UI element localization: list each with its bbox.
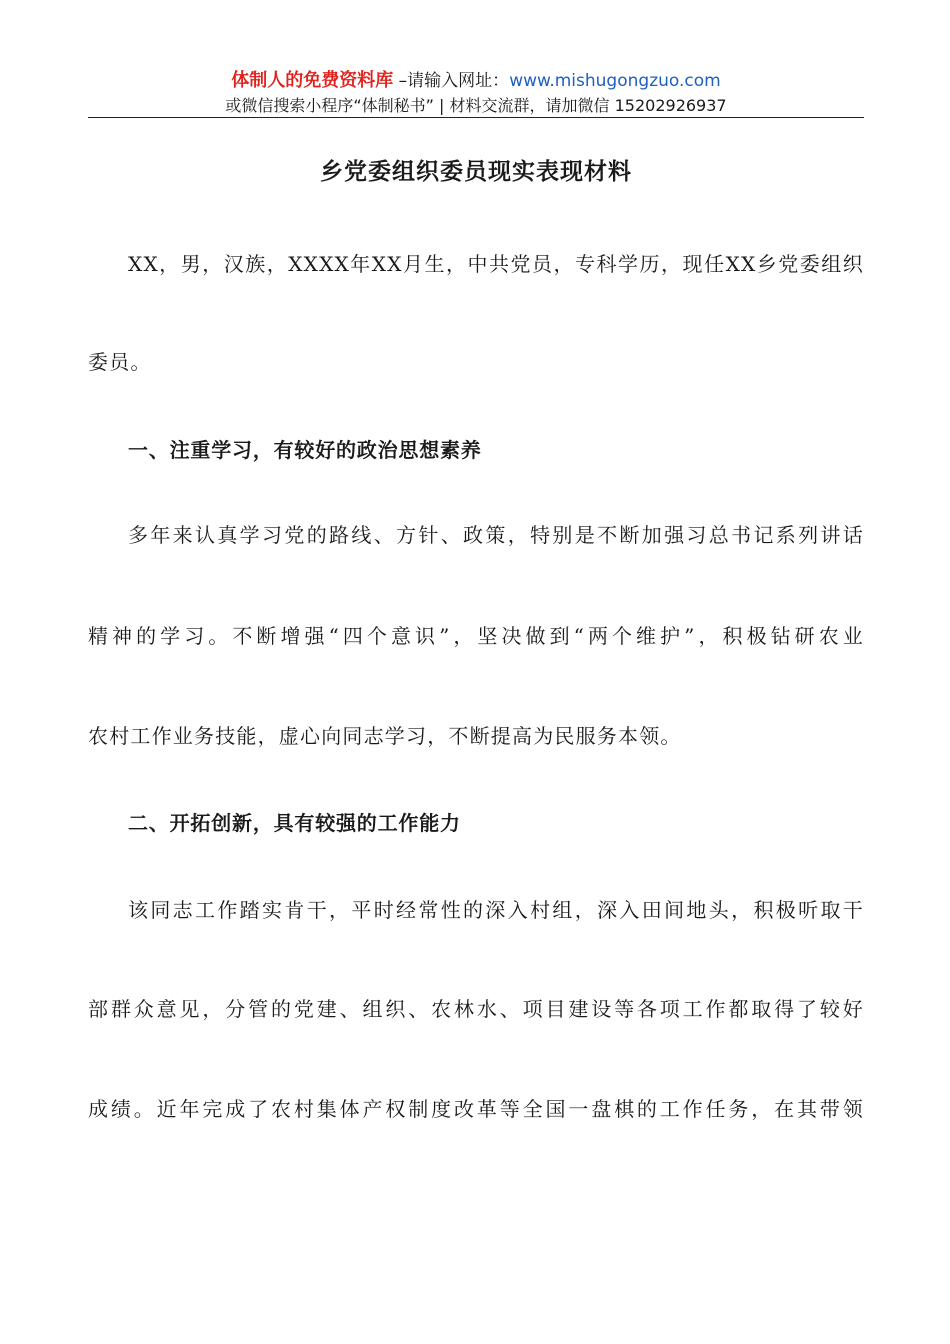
- section-1-line-2: 精神的学习。不断增强“四个意识”，坚决做到“两个维护”，积极钻研农业: [88, 624, 864, 648]
- section-2-line-2: 部群众意见，分管的党建、组织、农林水、项目建设等各项工作都取得了较好: [88, 997, 864, 1021]
- section-1-line-3: 农村工作业务技能，虚心向同志学习，不断提高为民服务本领。: [88, 724, 682, 748]
- header-brand: 体制人的免费资料库: [231, 70, 394, 91]
- section-2-line-1: 该同志工作踏实肯干，平时经常性的深入村组，深入田间地头，积极听取干: [128, 898, 864, 922]
- header-prompt: –请输入网址：: [393, 71, 510, 91]
- intro-line-1: XX，男，汉族，XXXX年XX月生，中共党员，专科学历，现任XX乡党委组织: [128, 252, 864, 276]
- intro-line-2: 委员。: [88, 350, 152, 374]
- watermark-header: [88, 68, 864, 118]
- header-line-1: [88, 68, 864, 94]
- section-2-heading: 二、开拓创新，具有较强的工作能力: [128, 811, 461, 835]
- section-1-line-1: 多年来认真学习党的路线、方针、政策，特别是不断加强习总书记系列讲话: [128, 523, 864, 547]
- header-url-link[interactable]: www.mishugongzuo.com: [509, 71, 721, 91]
- header-line-2: 或微信搜索小程序“体制秘书” | 材料交流群，请加微信 15202926937: [225, 96, 727, 115]
- header-divider: [88, 117, 864, 118]
- section-2-line-3: 成绩。近年完成了农村集体产权制度改革等全国一盘棋的工作任务，在其带领: [88, 1097, 864, 1121]
- document-title: 乡党委组织委员现实表现材料: [320, 158, 632, 185]
- section-1-heading: 一、注重学习，有较好的政治思想素养: [128, 438, 482, 462]
